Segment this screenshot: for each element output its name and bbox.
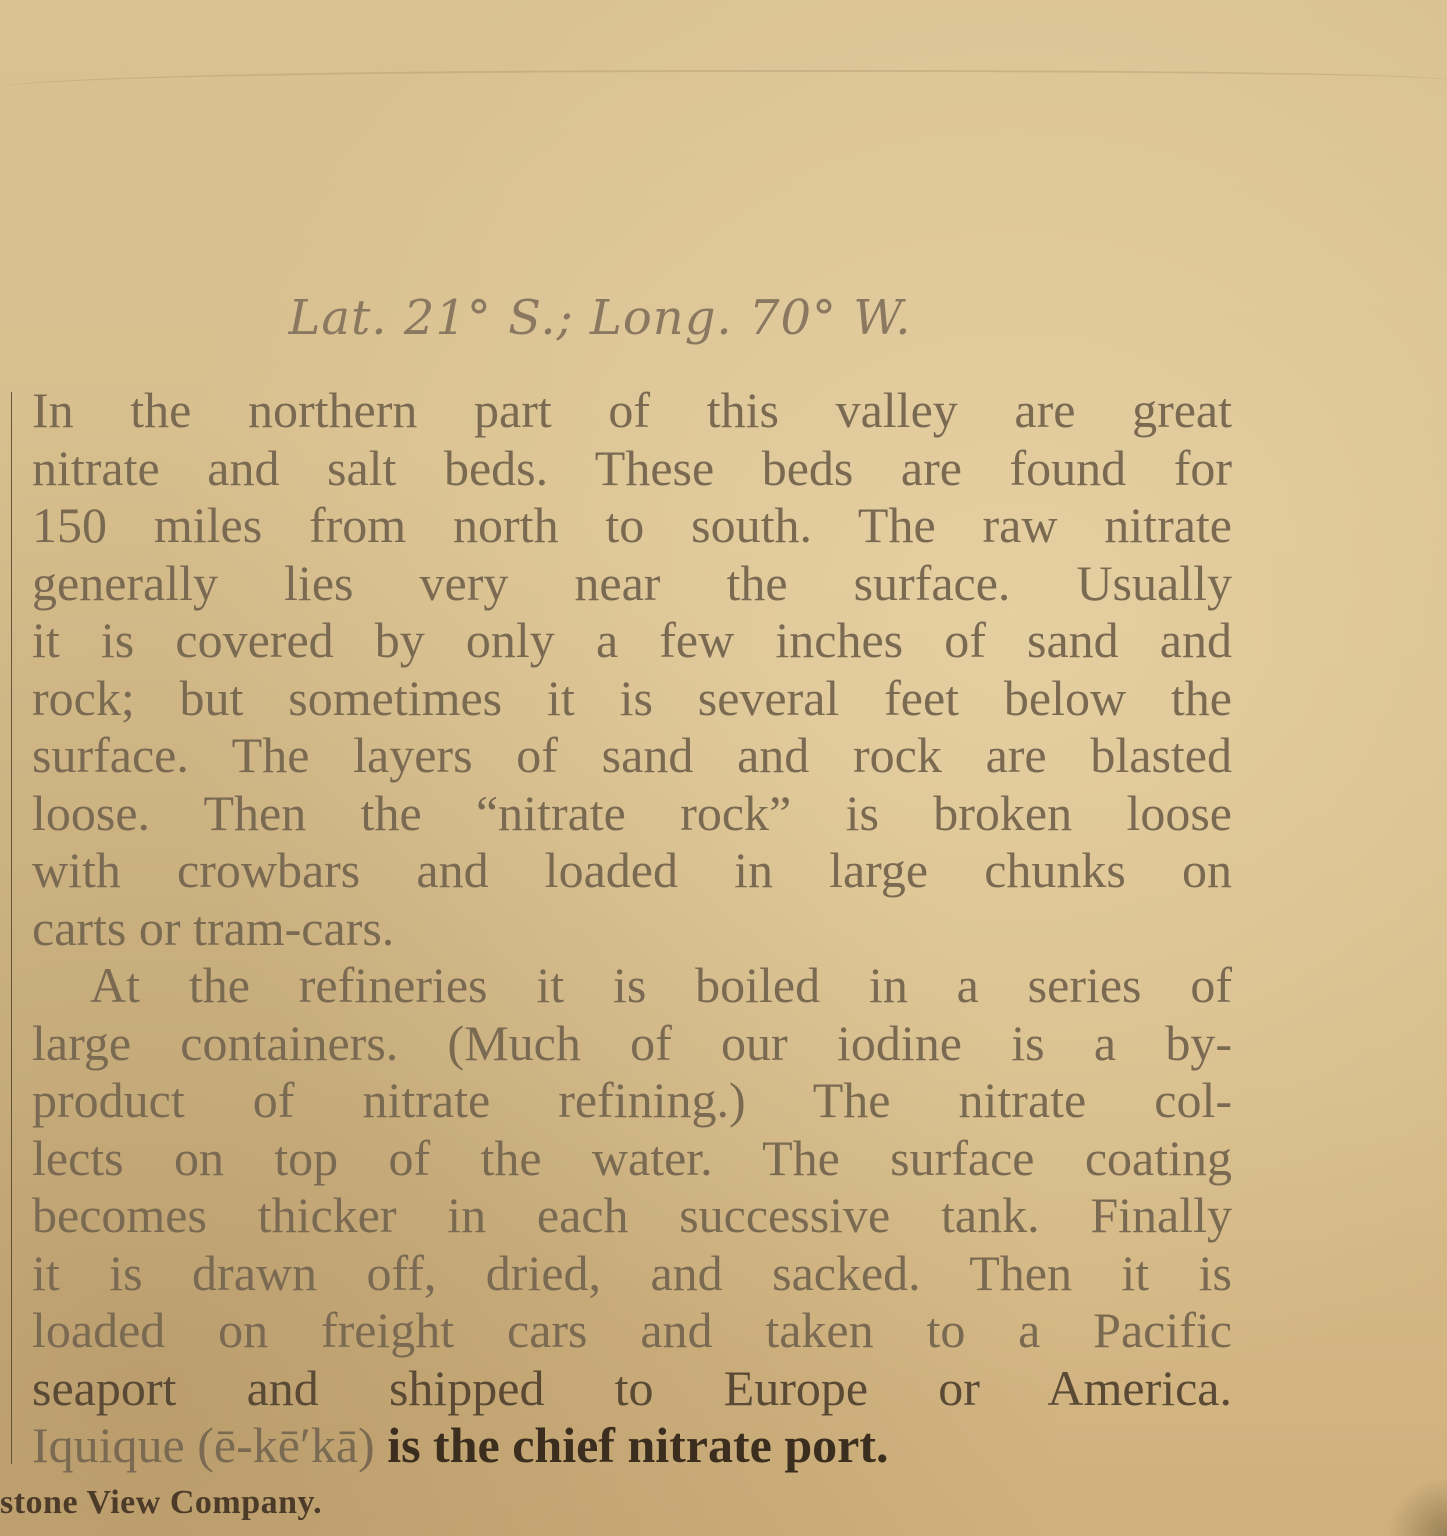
final-line	[32, 1417, 1232, 1475]
text-line: large containers. (Much of our iodine is a by-	[32, 1014, 1232, 1071]
text-line: rock; but sometimes it is several feet below the	[32, 669, 1232, 726]
text-line: generally lies very near the surface. Usually	[32, 554, 1232, 611]
margin-rule	[11, 392, 12, 1464]
text-line: In the northern part of this valley are great	[32, 382, 1232, 438]
text-line: nitrate and salt beds. These beds are found for	[32, 439, 1232, 496]
final-line-end: is the chief nitrate port.	[374, 1417, 889, 1473]
final-line-start: Iquique (ē-kē′kā)	[32, 1417, 375, 1473]
text-line: 150 miles from north to south. The raw nitrate	[32, 497, 1232, 553]
coordinates-heading: Lat. 21° S.; Long. 70° W.	[288, 290, 912, 346]
text-line: it is drawn off, dried, and sacked. Then it is	[32, 1244, 1232, 1301]
text-line: loose. Then the “nitrate rock” is broken loose	[32, 784, 1232, 841]
text-line: lects on top of the water. The surface coating	[32, 1129, 1232, 1186]
text-line: product of nitrate refining.) The nitrate col-	[32, 1072, 1232, 1128]
text-line: carts or tram-cars.	[32, 899, 395, 956]
publisher-imprint: stone View Company.	[0, 1484, 323, 1521]
description-text	[32, 382, 1232, 1475]
corner-wear	[1387, 1476, 1447, 1536]
paper-tear	[0, 70, 1447, 112]
text-line: surface. The layers of sand and rock are blasted	[32, 727, 1232, 783]
text-line: loaded on freight cars and taken to a Pacific	[32, 1302, 1232, 1358]
text-line: with crowbars and loaded in large chunks on	[32, 842, 1232, 898]
text-line: At the refineries it is boiled in a series of	[90, 957, 1232, 1013]
text-line: becomes thicker in each successive tank. Finally	[32, 1187, 1232, 1243]
text-line: seaport and shipped to Europe or America.	[32, 1359, 1232, 1416]
text-line: it is covered by only a few inches of sand and	[32, 612, 1232, 668]
